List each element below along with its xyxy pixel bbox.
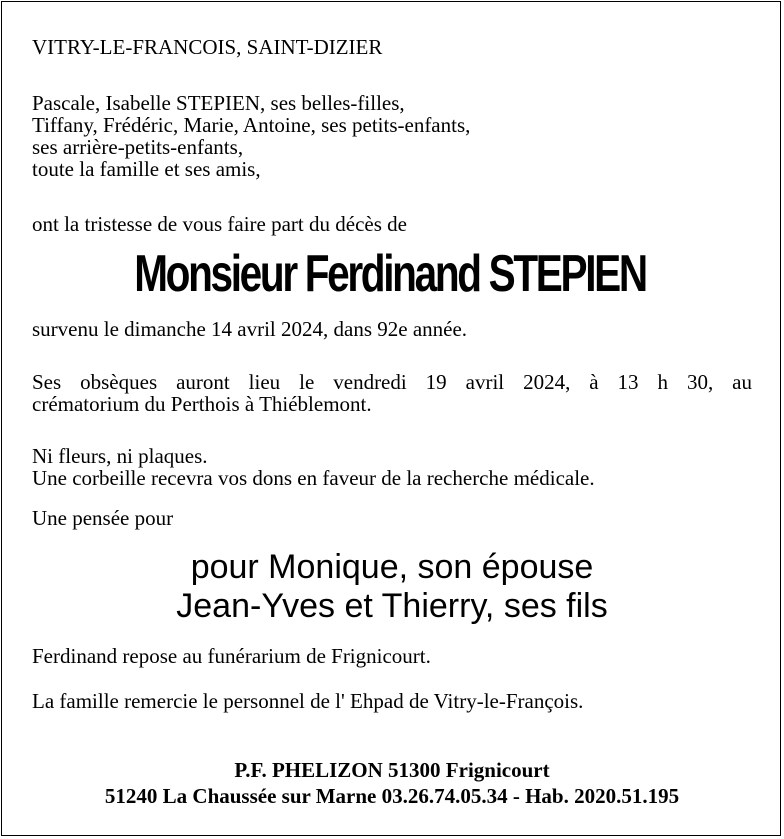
funeral-home-name: P.F. PHELIZON 51300 Frignicourt xyxy=(234,758,550,782)
thought-line: Jean-Yves et Thierry, ses fils xyxy=(176,587,608,625)
family-line: toute la famille et ses amis, xyxy=(32,157,261,181)
announcement-text: ont la tristesse de vous faire part du décès de xyxy=(32,212,407,236)
family-line: ses arrière-petits-enfants, xyxy=(32,135,244,159)
funeral-line: crématorium du Perthois à Thiéblemont. xyxy=(32,392,372,416)
rest-place: Ferdinand repose au funérarium de Frignicourt. xyxy=(32,644,431,668)
funeral-line: Ses obsèques auront lieu le vendredi 19 avril 2024, à 13 h 30, au xyxy=(32,370,752,394)
family-line: Pascale, Isabelle STEPIEN, ses belles-filles, xyxy=(32,91,405,115)
wishes-line: Ni fleurs, ni plaques. xyxy=(32,444,208,468)
family-line: Tiffany, Frédéric, Marie, Antoine, ses petits-enfants, xyxy=(32,113,471,137)
wishes-line: Une corbeille recevra vos dons en faveur de la recherche médicale. xyxy=(32,466,595,490)
thanks-text: La famille remercie le personnel de l' Ehpad de Vitry-le-François. xyxy=(32,689,584,713)
funeral-home-contact: 51240 La Chaussée sur Marne 03.26.74.05.34 - Hab. 2020.51.195 xyxy=(104,784,680,808)
location-header: VITRY-LE-FRANCOIS, SAINT-DIZIER xyxy=(32,35,383,59)
thought-line: pour Monique, son épouse xyxy=(190,548,594,586)
thought-intro: Une pensée pour xyxy=(32,506,174,530)
deceased-name: Monsieur Ferdinand STEPIEN xyxy=(134,245,646,303)
death-info: survenu le dimanche 14 avril 2024, dans 92e année. xyxy=(32,317,468,341)
